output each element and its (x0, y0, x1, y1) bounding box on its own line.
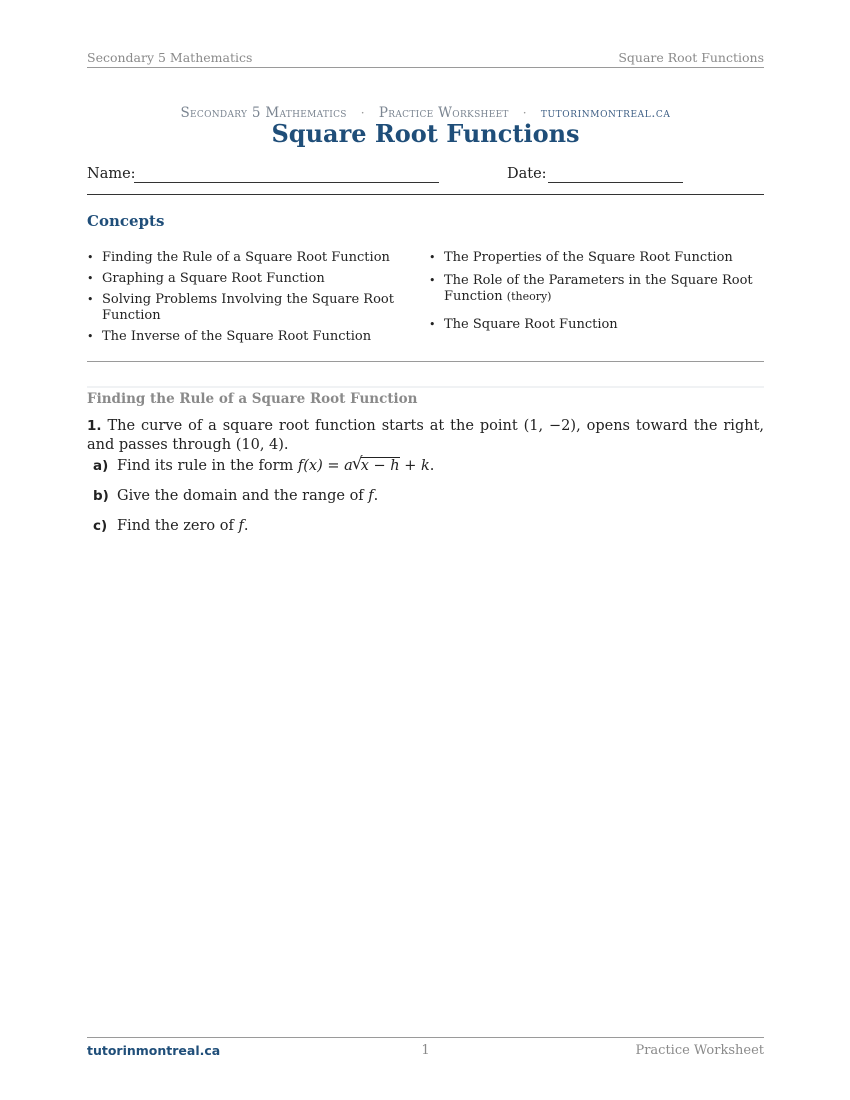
concepts-list (87, 250, 764, 350)
kicker-site-link[interactable]: tutorinmontreal.ca (540, 105, 671, 120)
kicker-course: Secondary 5 Mathematics (180, 105, 347, 121)
bullet-icon: • (429, 251, 436, 264)
concept-label: The Role of the Parameters in the Square Root Function (444, 273, 753, 304)
date-label: Date: (507, 166, 547, 182)
worksheet-page (87, 0, 764, 1100)
footer-label: Practice Worksheet (635, 1043, 764, 1058)
part-text-suffix: . (373, 488, 379, 504)
running-header (87, 50, 764, 68)
concept-item (87, 292, 429, 324)
concept-note: (theory) (506, 290, 552, 303)
name-field[interactable] (134, 182, 439, 183)
kicker-type: Practice Worksheet (378, 105, 509, 121)
footer-site-link[interactable]: tutorinmontreal.ca (87, 1043, 221, 1058)
concept-label: The Inverse of the Square Root Function (102, 329, 372, 344)
page-title: Square Root Functions (271, 119, 580, 148)
formula-rhs: + k (399, 458, 430, 474)
bullet-icon: • (87, 293, 94, 306)
part-text (117, 518, 248, 534)
concept-label: The Properties of the Square Root Function (444, 250, 733, 265)
part-label: a) (93, 458, 109, 474)
kicker-separator: · (522, 106, 527, 120)
sqrt-symbol (351, 454, 400, 474)
concept-label: Graphing a Square Root Function (102, 271, 325, 286)
problem-part-c (93, 518, 753, 548)
header-divider (87, 194, 764, 195)
running-header-left: Secondary 5 Mathematics (87, 50, 253, 65)
section-top-rule (87, 386, 764, 388)
concepts-divider (87, 361, 764, 362)
problem-statement (87, 417, 764, 455)
problem-number: 1. (87, 418, 102, 434)
part-text-prefix: Give the domain and the range of (117, 488, 369, 504)
concept-label: Finding the Rule of a Square Root Function (102, 250, 390, 265)
problem-part-b (93, 488, 753, 518)
concept-item (429, 317, 760, 333)
problem-part-a (93, 454, 753, 488)
part-text (117, 488, 378, 504)
part-text-suffix: . (429, 458, 435, 474)
bullet-icon: • (429, 318, 436, 331)
radical-icon: √ (351, 454, 363, 474)
bullet-icon: • (429, 274, 436, 287)
part-label: b) (93, 488, 109, 504)
concept-label: Solving Problems Involving the Square Root Function (102, 292, 394, 323)
footer-divider (87, 1037, 764, 1038)
name-date-fields (87, 166, 764, 186)
concepts-column-right (429, 250, 760, 350)
formula-lhs: f(x) = a (297, 458, 353, 474)
section-heading: Finding the Rule of a Square Root Function (87, 391, 418, 407)
part-text-suffix: . (243, 518, 249, 534)
function-variable: f (368, 488, 374, 504)
running-header-right: Square Root Functions (618, 50, 764, 65)
name-label: Name: (87, 166, 136, 182)
problem-parts (93, 454, 753, 548)
formula-radicand: x − h (360, 458, 400, 474)
concept-label: The Square Root Function (444, 317, 618, 332)
part-text (117, 454, 435, 474)
date-field[interactable] (548, 182, 683, 183)
bullet-icon: • (87, 272, 94, 285)
part-label: c) (93, 518, 108, 534)
bullet-icon: • (87, 330, 94, 343)
part-text-prefix: Find its rule in the form (117, 458, 298, 474)
kicker-separator: · (360, 106, 365, 120)
concept-item (87, 250, 429, 266)
concept-item (87, 271, 429, 287)
bullet-icon: • (87, 251, 94, 264)
concept-item (429, 250, 760, 266)
page-number: 1 (421, 1043, 430, 1058)
problem-text: The curve of a square root function starts at the point (1, −2), opens toward the right, and passes through (10, 4). (87, 418, 765, 453)
concept-item (87, 329, 429, 345)
part-text-prefix: Find the zero of (117, 518, 239, 534)
concept-item (429, 273, 760, 305)
concepts-column-left (87, 250, 429, 350)
concepts-heading: Concepts (87, 212, 165, 230)
function-variable: f (238, 518, 244, 534)
